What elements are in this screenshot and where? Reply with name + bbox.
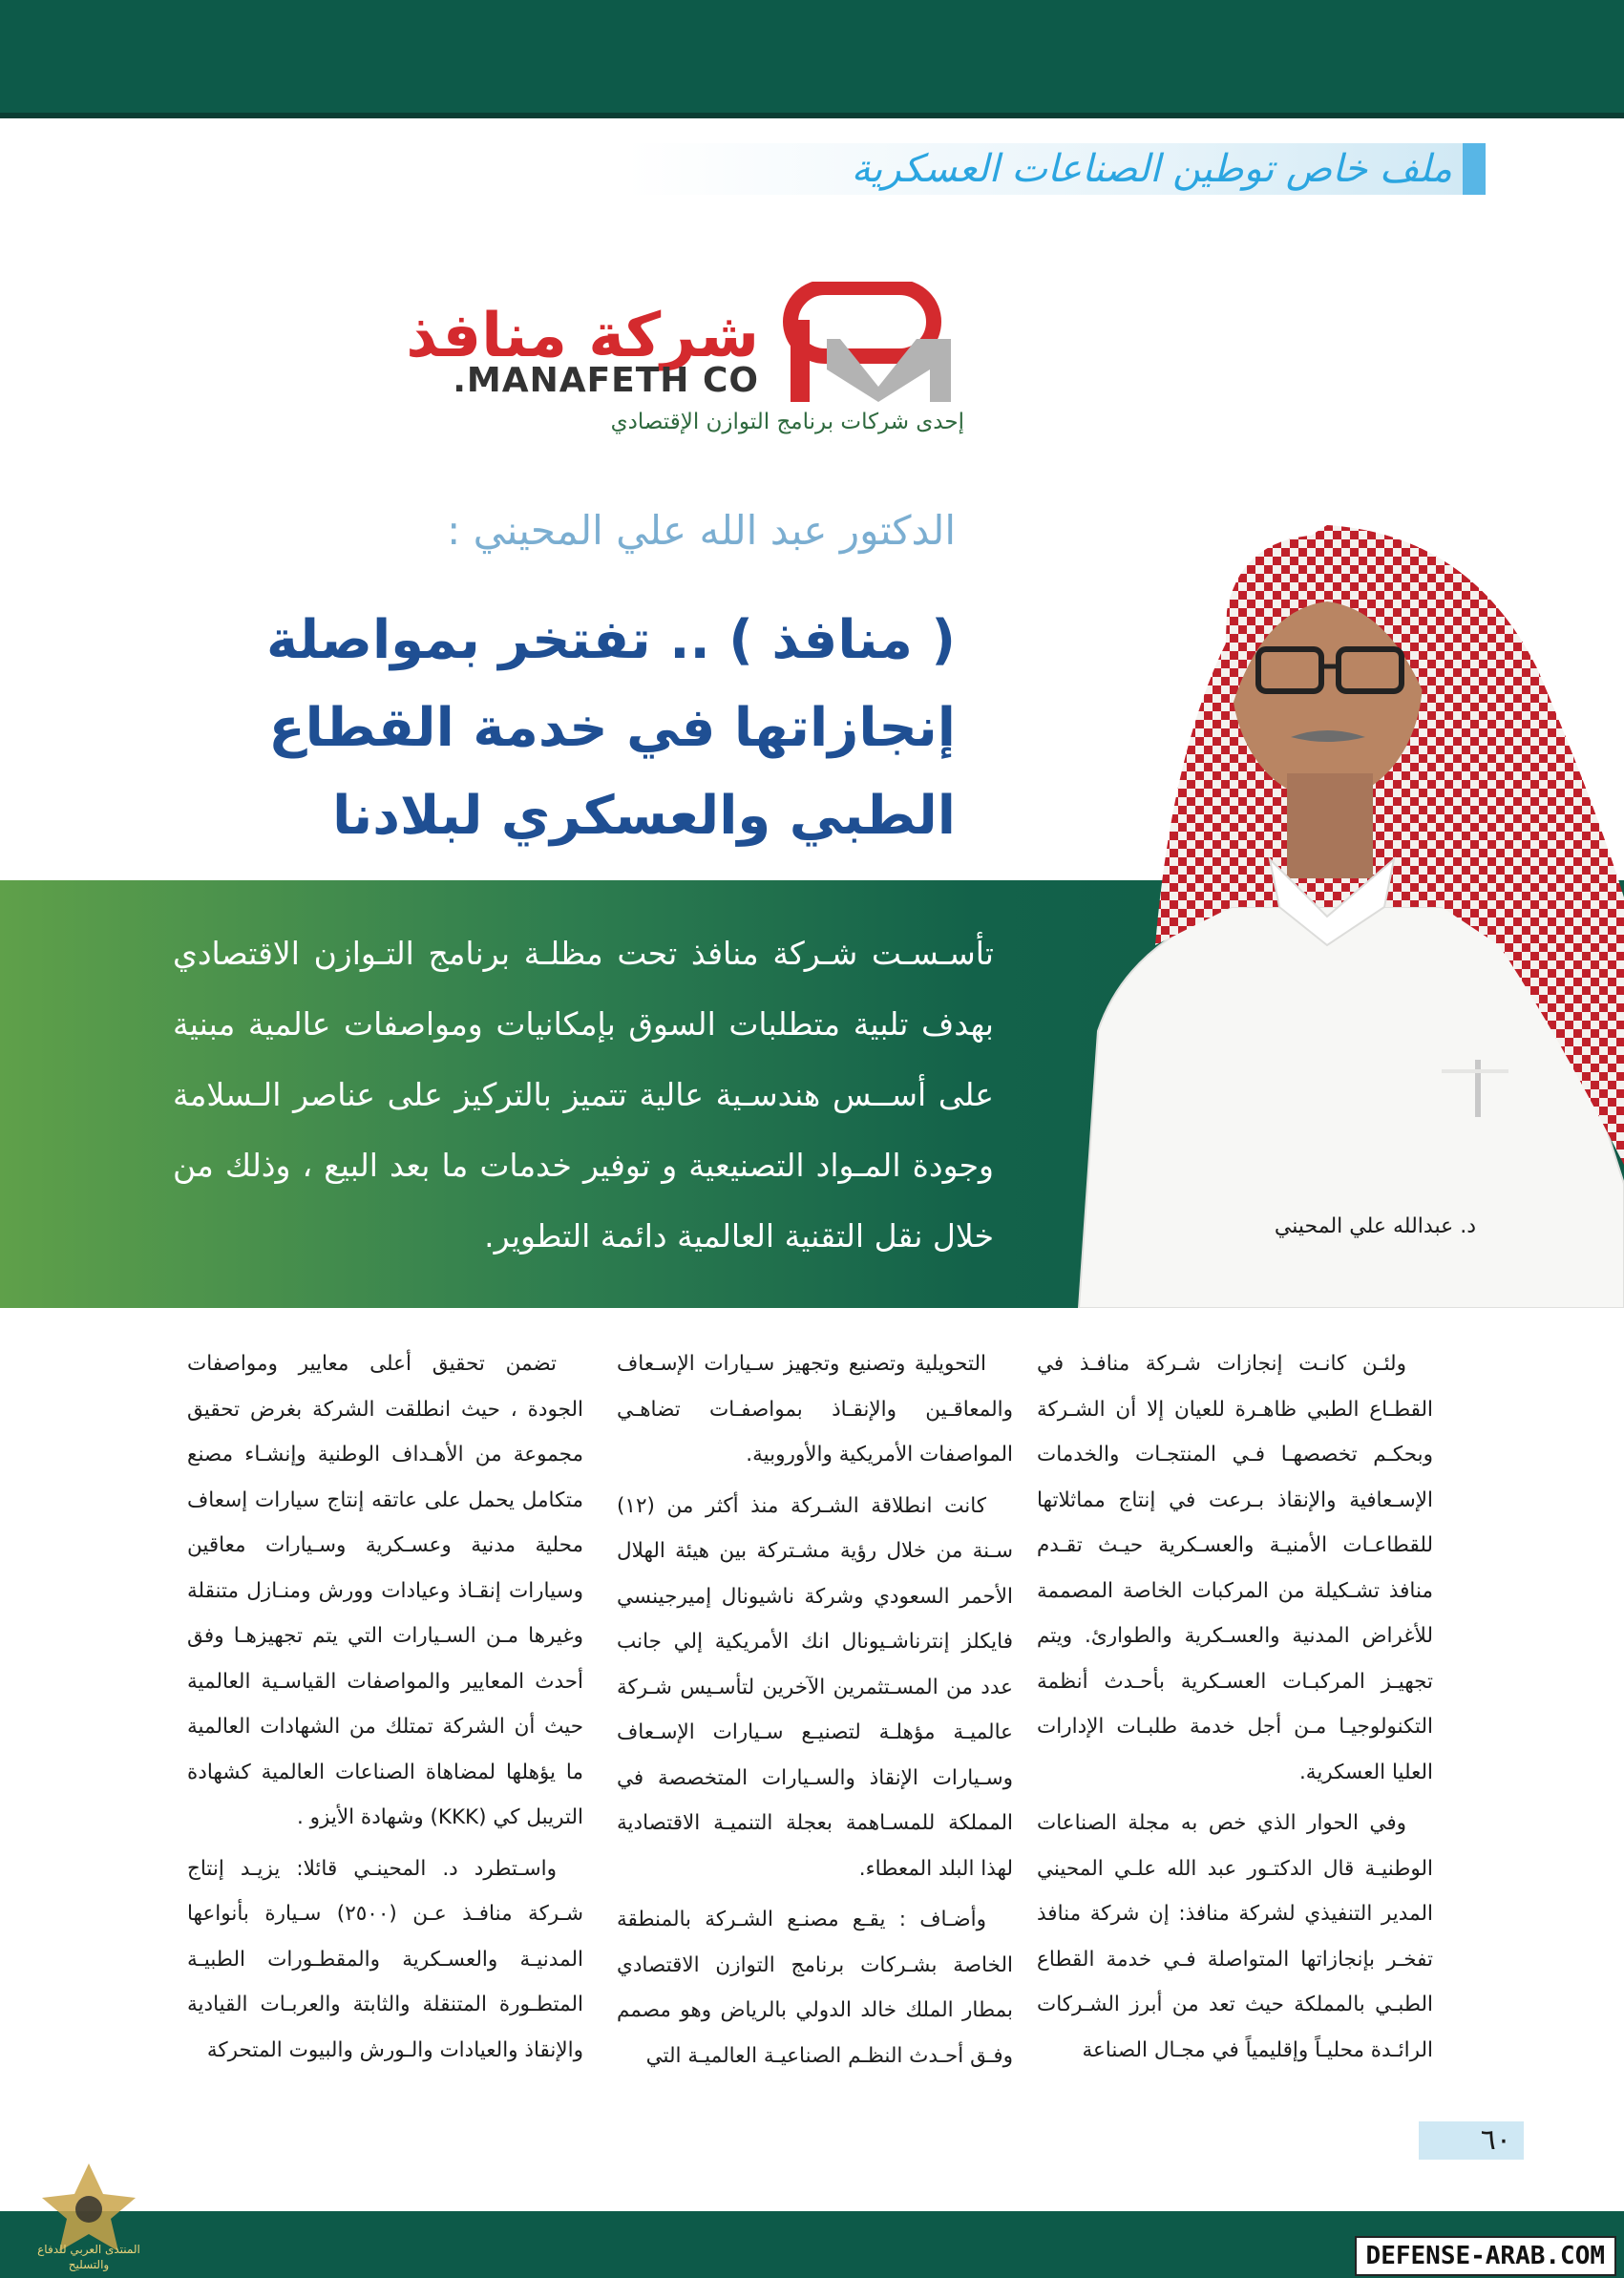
logo-name-english: MANAFETH CO.	[453, 361, 759, 400]
article-column-3	[187, 1341, 583, 2078]
article-byline: الدكتور عبد الله علي المحيني :	[447, 507, 956, 554]
paragraph: واسـتطرد د. المحينـي قائلا: يزيـد إنتاج شـركة منافـذ عـن (٢٥٠٠) سـيارة بأنواعها المدنيـة والعسـكرية والمقطـورات الطبيـة المتطـورة المتنقلة والثابتة والعربـات القيادية والإنقاذ والعيادات والـورش والبيوت المتحركة	[187, 1856, 583, 2062]
paragraph: التحويلية وتصنيع وتجهيز سـيارات الإسـعاف والمعاقـين والإنقـاذ بمواصفـات تضاهـي المواصفات الأمريكية والأوروبية.	[617, 1352, 1013, 1466]
paragraph: وأضـاف : يقـع مصنـع الشـركة بالمنطقة الخاصة بشـركات برنامج التوازن الاقتصادي بمطار الملك خالد الدولي بالرياض وهو مصمم وفـق أحـدث النظـم الصناعيـة العالميـة التي	[617, 1908, 1013, 2068]
top-bar-underline	[0, 113, 1624, 118]
page-number: ٦٠	[1480, 2123, 1511, 2157]
section-title: ملف خاص توطين الصناعات العسكرية	[851, 147, 1452, 191]
paragraph: وفي الحوار الذي خص به مجلة الصناعات الوطنيـة قال الدكتـور عبد الله علـي المحيني المدير التنفيذي لشركة منافذ: إن شركة منافذ تفخـر بإنجازاتها المتواصلة فـي خدمة القطاع الطبـي بالمملكة حيث تعد من أبرز الشـركات الرائـدة محليـاً وإقليمياً في مجـال الصناعة	[1037, 1811, 1433, 2062]
forum-watermark: المنتدى العربي للدفاع والتسليح	[37, 2243, 140, 2271]
logo-tagline: إحدى شركات برنامج التوازن الإقتصادي	[610, 410, 964, 434]
paragraph: تضمن تحقيق أعلى معايير ومواصفات الجودة ، حيث انطلقت الشركة بغرض تحقيق مجموعة من الأهـداف الوطنية وإنشـاء مصنع متكامل يحمل على عاتقه إنتاج سيارات إسعاف محلية مدنية وعسـكرية وسـيارات معاقين وسيارات إنقـاذ وعيادات وورش ومنـازل متنقلة وغيرها مـن السـيارات التي يتم تجهيزهـا وفق أحدث المعايير والمواصفات القياسـية العالمية حيث أن الشركة تمتلك من الشهادات العالمية ما يؤهلها لمضاهاة الصناعات العالمية كشهادة التريبل كي (KKK) وشهادة الأيزو .	[187, 1352, 583, 1829]
top-bar	[0, 0, 1624, 113]
paragraph: كانت انطلاقة الشـركة منذ أكثر من (١٢) سـنة من خلال رؤية مشـتركة بين هيئة الهلال الأحمر السعودي وشركة ناشيونال إميرجينسي فايكلز إنترناشـيونال انك الأمريكية إلي جانب عدد من المسـتثمرين الآخرين لتأسـيس شـركة عالميـة مؤهلـة لتصنيـع سـيارات الإسـعاف وسـيارات الإنقاذ والسـيارات المتخصصة في المملكة للمسـاهمة بعجلة التنميـة الاقتصادية لهذا البلد المعطاء.	[617, 1493, 1013, 1881]
site-badge[interactable]: DEFENSE-ARAB.COM	[1355, 2236, 1616, 2276]
article-column-1	[1037, 1341, 1433, 2078]
article-headline: ( منافذ ) .. تفتخر بمواصلة إنجازاتها في خدمة القطاع الطبي والعسكري لبلادنا	[266, 609, 956, 847]
article-intro: تأسـسـت شـركة منافذ تحت مظلـة برنامج التـوازن الاقتصادي بهدف تلبية متطلبات السوق بإمكانيات ومواصفات عالمية مبنية على أســس هندسـية عالية تتميز بالتركيز على عناصر الـسلامة وجودة المـواد التصنيعية و توفير خدمات ما بعد البيع ، وذلك من خلال نقل التقنية العالمية دائمة التطوير.	[173, 935, 994, 1255]
section-banner-accent	[1463, 143, 1486, 195]
photo-caption: د. عبدالله علي المحيني	[1274, 1214, 1476, 1238]
paragraph: ولئـن كانـت إنجازات شـركة منافـذ في القطـاع الطبي ظاهـرة للعيان إلا أن الشـركة وبحكـم تخصصهـا فـي المنتجـات والخدمات الإسـعافية والإنقاذ بـرعت في إنتاج مماثلاتها للقطاعـات الأمنيـة والعسـكرية حيـث تقـدم منافذ تشـكيلة من المركبات الخاصة المصممة للأغراض المدنية والعسـكرية والطوارئ. ويتم تجهيـز المركبـات العسـكرية بأحـدث أنظمة التكنولوجيـا مـن أجل خدمة طلبـات الإدارات العليا العسكرية.	[1037, 1352, 1433, 1784]
manafeth-logo-icon	[783, 282, 964, 406]
article-column-2	[617, 1341, 1013, 2084]
company-logo	[406, 282, 964, 453]
portrait-photo	[1041, 496, 1624, 1308]
logo-name-arabic: شركة منافذ	[406, 301, 759, 371]
